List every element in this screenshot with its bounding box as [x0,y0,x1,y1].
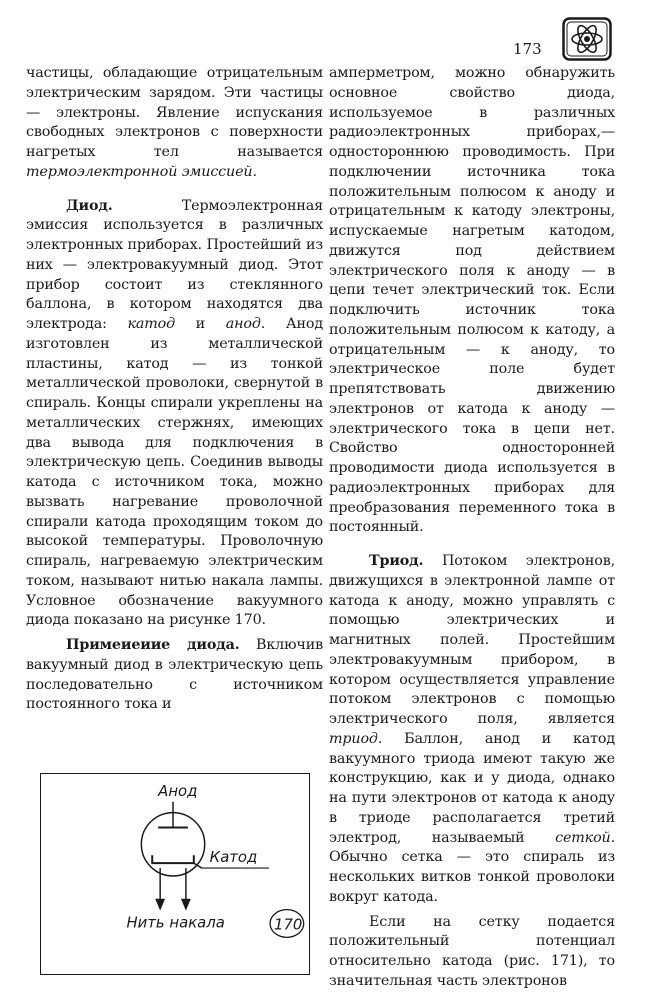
arrow-down-icon [155,899,165,911]
text-fragment: Потоком электронов, движущихся в электронной лампе от катода к аноду, можно управлять с помощью электрических и магнитных полей. Простейшим электровакуумным прибором, в котором осуществляется управление потоком электронов с помощью электрического поля, является [329,553,615,727]
term-grid: сеткой [555,829,611,846]
paragraph-diode-use [26,636,323,715]
paragraph-conductivity: амперметром, можно обнаружить основное свойство диода, используемое в различных радиоэлектронных приборах,— одностороннюю проводимость. При подключении источника тока положительным полюсом к аноду и отрицательным к катоду электроны, испускаемые нагретым катодом, движутся под действием электрического поля к аноду — в цепи течет электрический ток. Если подключить источник тока положительным полюсом к катоду, а отрицательным — к аноду, то электрическое поле будет препятствовать движению электронов от катода к аноду — электрического тока в цепи нет. Свойство односторонней проводимости диода используется в радиоэлектронных приборах для преобразования переменного тока в постоянный. [329,65,615,536]
term-anode: анод [225,316,261,332]
term-cathode: катод [127,316,176,332]
cathode-label: Катод [209,848,258,867]
filament-label: Нить накала [126,913,225,932]
heading-diode-use: Примеиеиие диода. [66,637,240,653]
anode-label: Анод [158,781,198,800]
text-fragment: . Баллон, анод и катод вакуумного триода имеют такую же конструкцию, как и у диода, однако на пути электронов от катода к аноду в триоде располагается третий электрод, называемый [329,730,615,846]
heading-triode: Триод. [369,553,424,569]
text-fragment: . Обычно сетка — это спираль из нескольких витков тонкой проволоки вокруг катода. [329,829,615,905]
figure-number: 170 [274,915,303,934]
term-thermionic-emission: термоэлектронной эмиссией [26,163,253,180]
atom-logo-icon [562,17,612,61]
text-fragment: . [252,163,257,180]
text-fragment: Термоэлектронная эмиссия используется в различных электронных приборах. Простейший из них — электровакуумный диод. Этот прибор состоит из стеклянного баллона, в котором находятся два электрода: [26,197,323,332]
paragraph-diode [26,197,323,632]
paragraph-grid-potential: Если на сетку подается положительный потенциал относительно катода (рис. 171), то значительная часть электронов [329,913,615,989]
text-fragment: и [175,316,226,332]
figure-170-diode-symbol [40,773,310,975]
left-column [26,64,323,715]
paragraph-triode [329,552,615,908]
paragraph-emission [26,64,323,183]
text-fragment: Включив вакуумный диод в электрическую цепь последовательно с источником постоянного тока и [26,637,323,713]
page-number: 173 [513,40,542,58]
text-fragment: . Анод изготовлен из металлической пластины, катод — из тонкой металлической проволоки, свернутой в спираль. Концы спирали укреплены на металлических стержнях, имеющих два вывода для подключения в электрическую цепь. Соединив выводы катода с источником тока, можно вызвать нагревание проволочной спирали катода проходящим током до высокой температуры. Проволочную спираль, нагреваемую электрическим током, называют нитью накала лампы. Условное обозначение вакуумного диода показано на рисунке 170. [26,316,323,629]
right-column [329,64,615,992]
cathode [152,855,194,863]
heading-diode: Диод. [66,197,113,214]
text-fragment: частицы, обладающие отрицательным электрическим зарядом. Эти частицы — электроны. Явление испускания свободных электронов с поверхности нагретых тел называется [26,65,323,160]
arrow-down-icon [181,899,191,911]
term-triode: триод [329,730,378,747]
